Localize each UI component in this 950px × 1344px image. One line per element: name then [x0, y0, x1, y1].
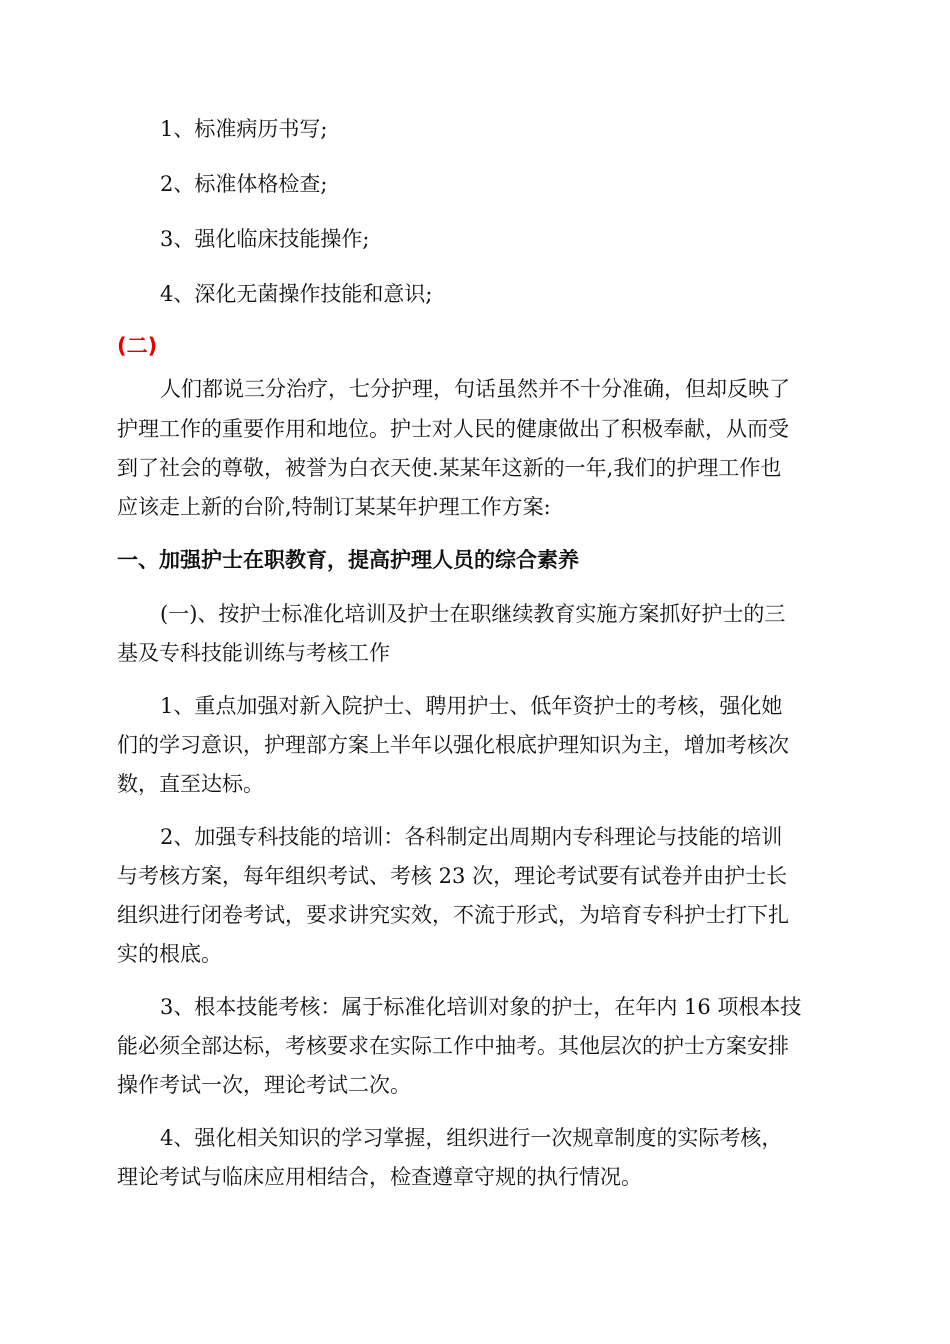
para-1-line-2: 们的学习意识，护理部方案上半年以强化根底护理知识为主，增加考核次: [117, 733, 789, 757]
section-mark: (二): [117, 334, 158, 358]
subheading-line-2: 基及专科技能训练与考核工作: [117, 641, 390, 665]
intro-line-3: 到了社会的尊敬，被誉为白衣天使.某某年这新的一年,我们的护理工作也: [117, 456, 782, 480]
para-3-line-1: 3、根本技能考核：属于标准化培训对象的护士，在年内 16 项根本技: [160, 995, 802, 1019]
intro-line-2: 护理工作的重要作用和地位。护士对人民的健康做出了积极奉献，从而受: [117, 417, 789, 441]
subheading-line-1: (一)、按护士标准化培训及护士在职继续教育实施方案抓好护士的三: [160, 602, 786, 626]
para-4-line-1: 4、强化相关知识的学习掌握，组织进行一次规章制度的实际考核，: [160, 1126, 783, 1150]
para-2-line-1: 2、加强专科技能的培训：各科制定出周期内专科理论与技能的培训: [160, 825, 783, 849]
list-item-3: 3、强化临床技能操作;: [160, 227, 370, 251]
list-item-1: 1、标准病历书写;: [160, 117, 328, 141]
para-1-line-3: 数，直至达标。: [117, 772, 264, 796]
para-2-line-4: 实的根底。: [117, 942, 222, 966]
intro-line-4: 应该走上新的台阶,特制订某某年护理工作方案:: [117, 495, 551, 519]
section-heading: 一、加强护士在职教育，提高护理人员的综合素养: [117, 548, 579, 572]
para-3-line-2: 能必须全部达标，考核要求在实际工作中抽考。其他层次的护士方案安排: [117, 1034, 789, 1058]
list-item-4: 4、深化无菌操作技能和意识;: [160, 282, 433, 306]
para-1-line-1: 1、重点加强对新入院护士、聘用护士、低年资护士的考核，强化她: [160, 694, 783, 718]
intro-line-1: 人们都说三分治疗，七分护理，句话虽然并不十分准确，但却反映了: [160, 377, 790, 401]
para-4-line-2: 理论考试与临床应用相结合，检查遵章守规的执行情况。: [117, 1165, 642, 1189]
list-item-2: 2、标准体格检查;: [160, 172, 328, 196]
para-2-line-2: 与考核方案，每年组织考试、考核 23 次，理论考试要有试卷并由护士长: [117, 864, 788, 888]
para-2-line-3: 组织进行闭卷考试，要求讲究实效，不流于形式，为培育专科护士打下扎: [117, 903, 789, 927]
para-3-line-3: 操作考试一次，理论考试二次。: [117, 1073, 411, 1097]
